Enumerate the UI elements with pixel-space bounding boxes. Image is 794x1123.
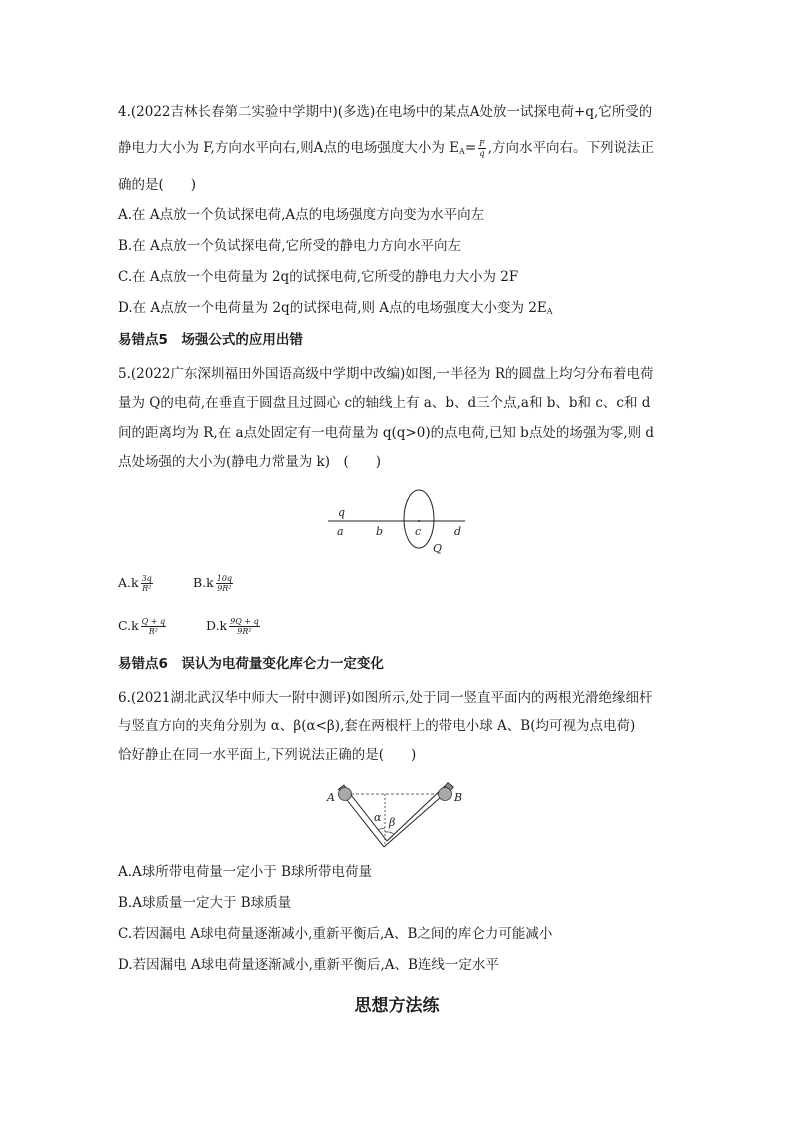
label-alpha: α — [374, 811, 382, 824]
q5-option-c[interactable] — [118, 616, 168, 636]
frac-num: 9Q + q — [230, 617, 259, 626]
q5-line1: 5.(2022广东深圳福田外国语高级中学期中改编)如图,一半径为 R的圆盘上均匀分布着电荷 — [118, 366, 654, 382]
frac-num: 10q — [216, 574, 233, 583]
q6-line1: 6.(2021湖北武汉华中师大一附中测评)如图所示,处于同一竖直平面内的两根光滑绝缘细杆 — [118, 690, 653, 706]
q4-line3: 确的是( ) — [118, 177, 197, 193]
q4-line1: 4.(2022吉林长春第二实验中学期中)(多选)在电场中的某点A处放一试探电荷+q,它所受的 — [118, 104, 653, 120]
q5-line3: 间的距离均为 R,在 a点处固定有一电荷量为 q(q>0)的点电荷,已知 b点处的场强为零,则 d — [118, 425, 655, 441]
label-d: d — [454, 525, 462, 538]
section-heading-5: 易错点5 场强公式的应用出错 — [118, 332, 303, 348]
label-A: A — [327, 791, 335, 804]
q5-option-a-label: A.k — [118, 575, 139, 590]
frac-num: Q + q — [141, 617, 166, 626]
ball-b — [439, 788, 452, 801]
label-beta: β — [389, 816, 396, 829]
section-title: 思想方法练 — [354, 996, 440, 1016]
q5-option-b[interactable] — [193, 573, 235, 593]
frac-den: R² — [148, 627, 159, 636]
q5-line2: 量为 Q的电荷,在垂直于圆盘且过圆心 c的轴线上有 a、b、d三个点,a和 b、b和 c、c和 d — [118, 395, 651, 411]
frac-den: 9R² — [237, 627, 252, 636]
q6-line3: 恰好静止在同一水平面上,下列说法正确的是( ) — [118, 747, 417, 763]
label-q: q — [338, 506, 346, 519]
label-a: a — [337, 525, 344, 538]
q4-frac-den: q — [479, 149, 485, 158]
label-Q: Q — [433, 542, 443, 555]
q6-line2: 与竖直方向的夹角分别为 α、β(α<β),套在两根杆上的带电小球 A、B(均可视为点电荷) — [118, 718, 636, 734]
q4-line2-eq: = — [464, 140, 477, 156]
charged-disk — [404, 490, 434, 548]
q4-line2-sub: A — [459, 147, 465, 156]
q5-option-c-frac — [141, 617, 166, 636]
q5-option-b-frac — [216, 574, 233, 593]
section-heading-6: 易错点6 误认为电荷量变化库仑力一定变化 — [118, 656, 384, 672]
q5-option-c-label: C.k — [118, 618, 139, 633]
q6-figure-rods — [325, 776, 470, 858]
frac-num: 3q — [141, 574, 152, 583]
frac-den: R² — [142, 584, 152, 593]
label-c: c — [415, 525, 422, 538]
label-b: b — [376, 525, 384, 538]
q4-option-d-sub: A — [546, 307, 553, 316]
q4-line2-pre: 静电力大小为 F,方向水平向右,则A点的电场强度大小为 E — [118, 140, 460, 156]
alpha-arc — [378, 828, 385, 830]
ball-a — [339, 788, 352, 801]
q5-line4: 点处场强的大小为(静电力常量为 k) ( ) — [118, 454, 382, 470]
q5-option-a[interactable] — [118, 573, 155, 593]
q5-option-d[interactable] — [206, 616, 262, 636]
frac-den: 9R² — [217, 584, 232, 593]
q5-option-d-frac — [229, 617, 260, 636]
q6-option-c[interactable]: C.若因漏电 A球电荷量逐渐减小,重新平衡后,A、B之间的库仑力可能减小 — [118, 926, 553, 942]
q4-line2 — [118, 138, 654, 162]
q4-fraction — [478, 139, 486, 158]
center-point — [418, 520, 420, 522]
q5-option-b-label: B.k — [193, 575, 214, 590]
q4-option-a[interactable]: A.在 A点放一个负试探电荷,A点的电场强度方向变为水平向左 — [118, 207, 485, 223]
q5-figure-disk-axis — [325, 484, 470, 556]
q4-frac-num: F — [479, 139, 485, 148]
q5-option-a-frac — [141, 574, 153, 593]
q6-option-d[interactable]: D.若因漏电 A球电荷量逐渐减小,重新平衡后,A、B连线一定水平 — [118, 957, 499, 973]
label-B: B — [454, 791, 463, 804]
q4-option-b[interactable]: B.在 A点放一个负试探电荷,它所受的静电力方向水平向左 — [118, 238, 462, 254]
q4-option-c[interactable]: C.在 A点放一个电荷量为 2q的试探电荷,它所受的静电力大小为 2F — [118, 269, 519, 285]
q4-line2-post: ,方向水平向右。下列说法正 — [487, 140, 654, 156]
beta-arc — [385, 832, 394, 834]
q4-option-d[interactable] — [118, 298, 553, 322]
q4-option-d-text: D.在 A点放一个电荷量为 2q的试探电荷,则 A点的电场强度大小变为 2E — [118, 300, 547, 316]
q6-option-a[interactable]: A.A球所带电荷量一定小于 B球所带电荷量 — [118, 864, 373, 880]
q6-option-b[interactable]: B.A球质量一定大于 B球质量 — [118, 895, 292, 911]
q5-option-d-label: D.k — [206, 618, 228, 633]
